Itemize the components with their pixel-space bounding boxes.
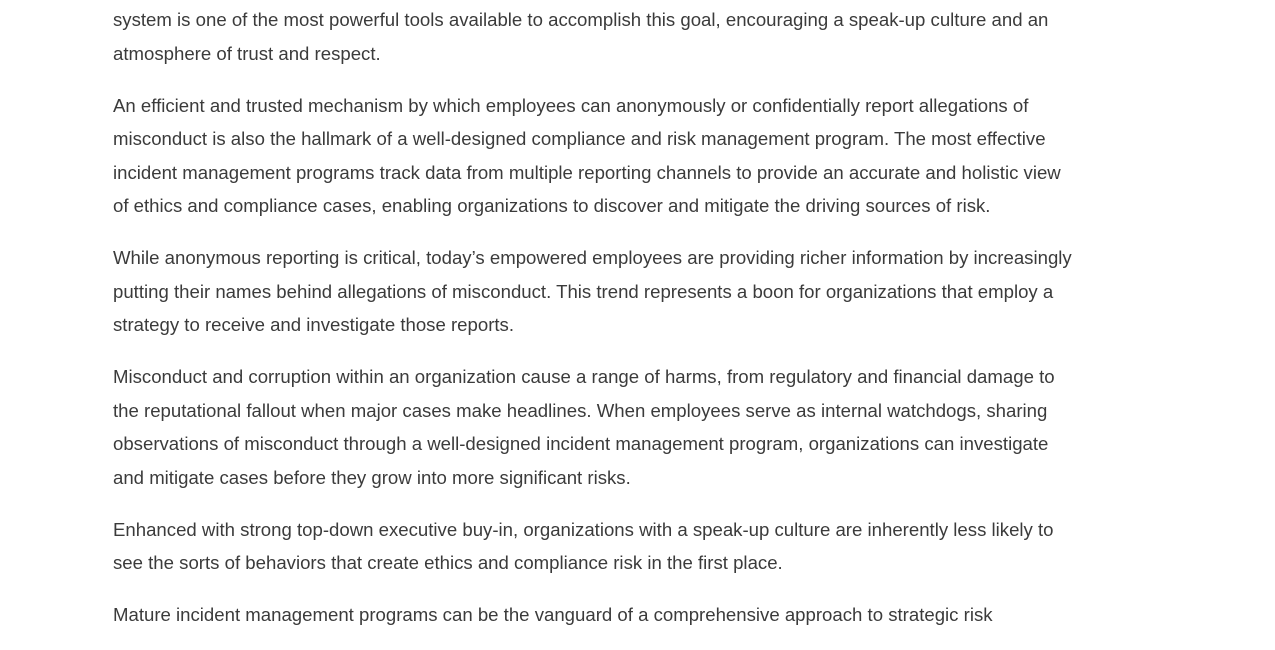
paragraph-line: putting their names behind allegations of misconduct. This trend represents a boon for organizations that employ a	[113, 280, 1054, 302]
paragraph-anonymous-reporting	[113, 241, 1173, 342]
paragraph-reporting-mechanism	[113, 89, 1173, 223]
paragraph-line: system is one of the most powerful tools available to accomplish this goal, encouraging a speak-up culture and an	[113, 9, 1049, 30]
paragraph-line: and mitigate cases before they grow into more significant risks.	[113, 466, 631, 488]
article-body	[113, 3, 1173, 650]
paragraph-line: see the sorts of behaviors that create ethics and compliance risk in the first place.	[113, 552, 783, 573]
paragraph-executive-buy-in	[113, 513, 1173, 580]
paragraph-line: misconduct is also the hallmark of a well-designed compliance and risk management program. The most effective	[113, 128, 1046, 149]
paragraph-line: strategy to receive and investigate those reports.	[113, 314, 515, 335]
paragraph-line: Mature incident management programs can be the vanguard of a comprehensive approach to strategic risk	[113, 604, 993, 625]
paragraph-line: While anonymous reporting is critical, today’s empowered employees are providing richer information by increasingly	[113, 247, 1072, 268]
paragraph-line: incident management programs track data from multiple reporting channels to provide an accurate and holistic view	[113, 161, 1061, 183]
paragraph-mature-programs	[113, 598, 1173, 632]
paragraph-line: An efficient and trusted mechanism by which employees can anonymously or confidentially report allegations of	[113, 94, 1029, 116]
paragraph-line: atmosphere of trust and respect.	[113, 42, 381, 64]
paragraph-line: the reputational fallout when major cases make headlines. When employees serve as internal watchdogs, sharing	[113, 399, 1048, 421]
paragraph-speak-up-culture	[113, 3, 1173, 70]
paragraph-line: of ethics and compliance cases, enabling organizations to discover and mitigate the driving sources of risk.	[113, 195, 991, 216]
paragraph-misconduct-harms	[113, 360, 1173, 494]
paragraph-line: Enhanced with strong top-down executive buy-in, organizations with a speak-up culture are inherently less likely to	[113, 518, 1054, 540]
paragraph-line: Misconduct and corruption within an organization cause a range of harms, from regulatory and financial damage to	[113, 366, 1055, 387]
paragraph-line: observations of misconduct through a well-designed incident management program, organizations can investigate	[113, 433, 1049, 454]
